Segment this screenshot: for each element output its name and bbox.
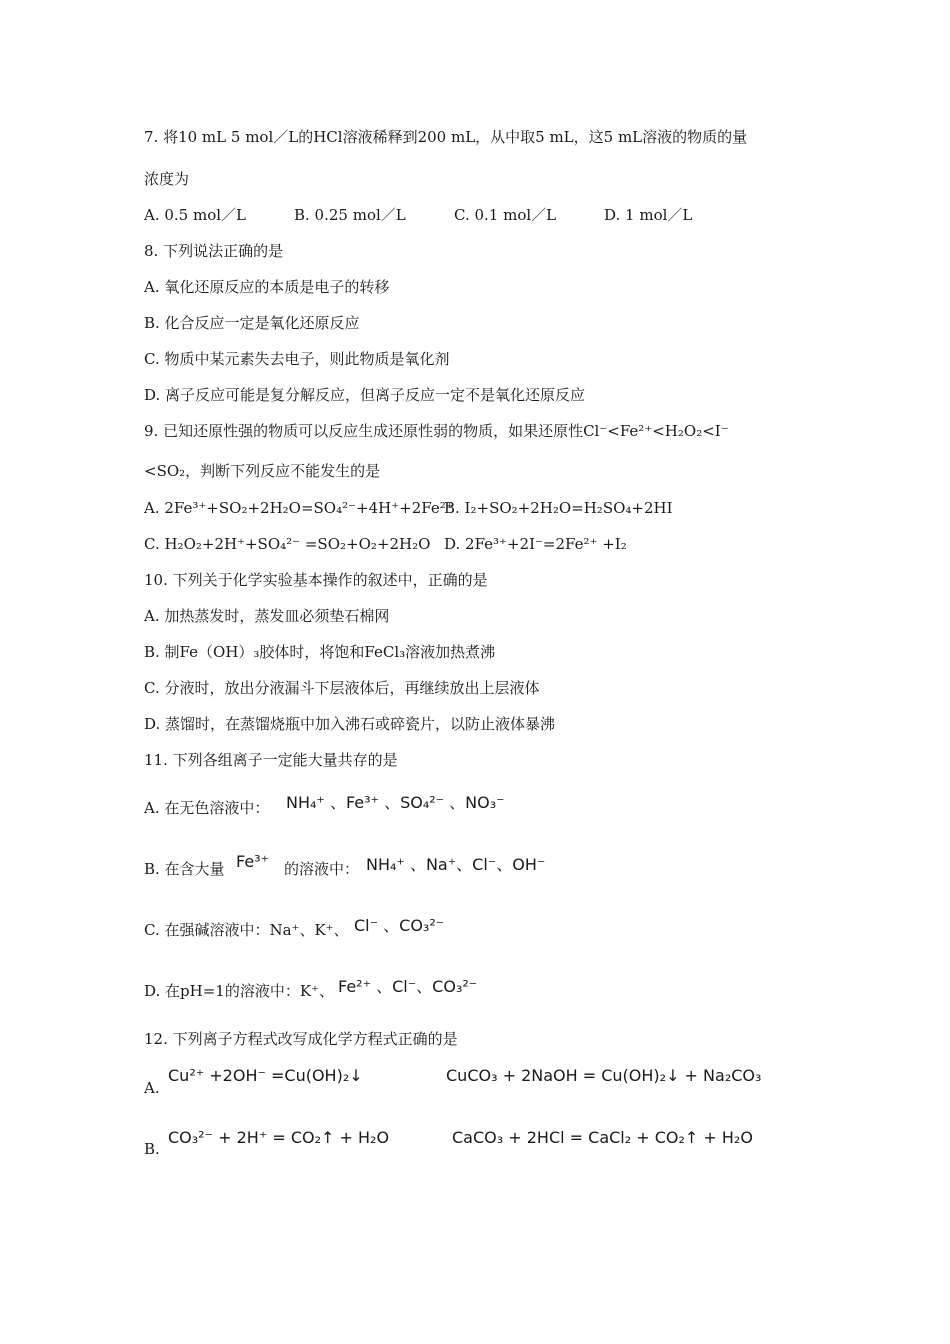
question-8-option-a: A. 氧化还原反应的本质是电子的转移 [144, 278, 390, 296]
question-9-option-d: D. 2Fe³⁺+2I⁻=2Fe²⁺ +I₂ [444, 535, 627, 553]
question-8-option-d: D. 离子反应可能是复分解反应，但离子反应一定不是氧化还原反应 [144, 386, 586, 404]
question-9-option-b: B. I₂+SO₂+2H₂O=H₂SO₄+2HI [444, 499, 673, 517]
question-11-option-b-prefix: B. 在含大量 [144, 860, 225, 878]
question-7-option-b: B. 0.25 mol／L [294, 206, 406, 224]
question-12-option-a-ionic: Cu²⁺ +2OH⁻ =Cu(OH)₂↓ [168, 1066, 363, 1085]
question-10-option-a: A. 加热蒸发时，蒸发皿必须垫石棉网 [144, 607, 390, 625]
question-10-option-b: B. 制Fe（OH）₃胶体时，将饱和FeCl₃溶液加热煮沸 [144, 643, 496, 661]
question-12-option-a-chem: CuCO₃ + 2NaOH = Cu(OH)₂↓ + Na₂CO₃ [446, 1066, 762, 1085]
question-11-option-d-ions: Fe²⁺ 、Cl⁻、CO₃²⁻ [338, 977, 478, 996]
question-9-line1: 9. 已知还原性强的物质可以反应生成还原性弱的物质，如果还原性Cl⁻<Fe²⁺<H₂O₂<I⁻ [144, 422, 729, 440]
question-8-option-b: B. 化合反应一定是氧化还原反应 [144, 314, 360, 332]
question-12-option-b-chem: CaCO₃ + 2HCl = CaCl₂ + CO₂↑ + H₂O [452, 1128, 753, 1147]
question-11-option-c-prefix: C. 在强碱溶液中：Na⁺、K⁺、 [144, 921, 349, 939]
question-8-stem: 8. 下列说法正确的是 [144, 242, 284, 260]
question-11-option-d-prefix: D. 在pH=1的溶液中：K⁺、 [144, 982, 334, 1000]
question-10-stem: 10. 下列关于化学实验基本操作的叙述中，正确的是 [144, 571, 488, 589]
question-9-line2: <SO₂，判断下列反应不能发生的是 [144, 462, 381, 480]
question-11-stem: 11. 下列各组离子一定能大量共存的是 [144, 751, 398, 769]
question-11-option-c-ions: Cl⁻ 、CO₃²⁻ [354, 916, 445, 935]
question-10-option-d: D. 蒸馏时，在蒸馏烧瓶中加入沸石或碎瓷片，以防止液体暴沸 [144, 715, 556, 733]
question-11-option-b-ion: Fe³⁺ [236, 852, 270, 871]
question-7-line2: 浓度为 [144, 170, 190, 188]
question-8-option-c: C. 物质中某元素失去电子，则此物质是氧化剂 [144, 350, 450, 368]
question-7-option-d: D. 1 mol／L [604, 206, 693, 224]
question-12-option-b-label: B. [144, 1140, 160, 1158]
question-11-option-b-ions: NH₄⁺ 、Na⁺、Cl⁻、OH⁻ [366, 855, 546, 874]
question-7-option-a: A. 0.5 mol／L [144, 206, 247, 224]
question-9-option-a: A. 2Fe³⁺+SO₂+2H₂O=SO₄²⁻+4H⁺+2Fe²⁺ [144, 499, 454, 517]
question-11-option-a-prefix: A. 在无色溶液中： [144, 799, 270, 817]
question-11-option-a-ions: NH₄⁺ 、Fe³⁺ 、SO₄²⁻ 、NO₃⁻ [286, 793, 505, 812]
question-9-option-c: C. H₂O₂+2H⁺+SO₄²⁻ =SO₂+O₂+2H₂O [144, 535, 431, 553]
question-11-option-b-mid: 的溶液中： [284, 860, 360, 878]
question-12-stem: 12. 下列离子方程式改写成化学方程式正确的是 [144, 1030, 458, 1048]
question-10-option-c: C. 分液时，放出分液漏斗下层液体后，再继续放出上层液体 [144, 679, 540, 697]
question-12-option-b-ionic: CO₃²⁻ + 2H⁺ = CO₂↑ + H₂O [168, 1128, 390, 1147]
question-7-option-c: C. 0.1 mol／L [454, 206, 557, 224]
question-12-option-a-label: A. [144, 1079, 160, 1097]
question-7-line1: 7. 将10 mL 5 mol／L的HCl溶液稀释到200 mL，从中取5 mL，这5 mL溶液的物质的量 [144, 128, 748, 146]
